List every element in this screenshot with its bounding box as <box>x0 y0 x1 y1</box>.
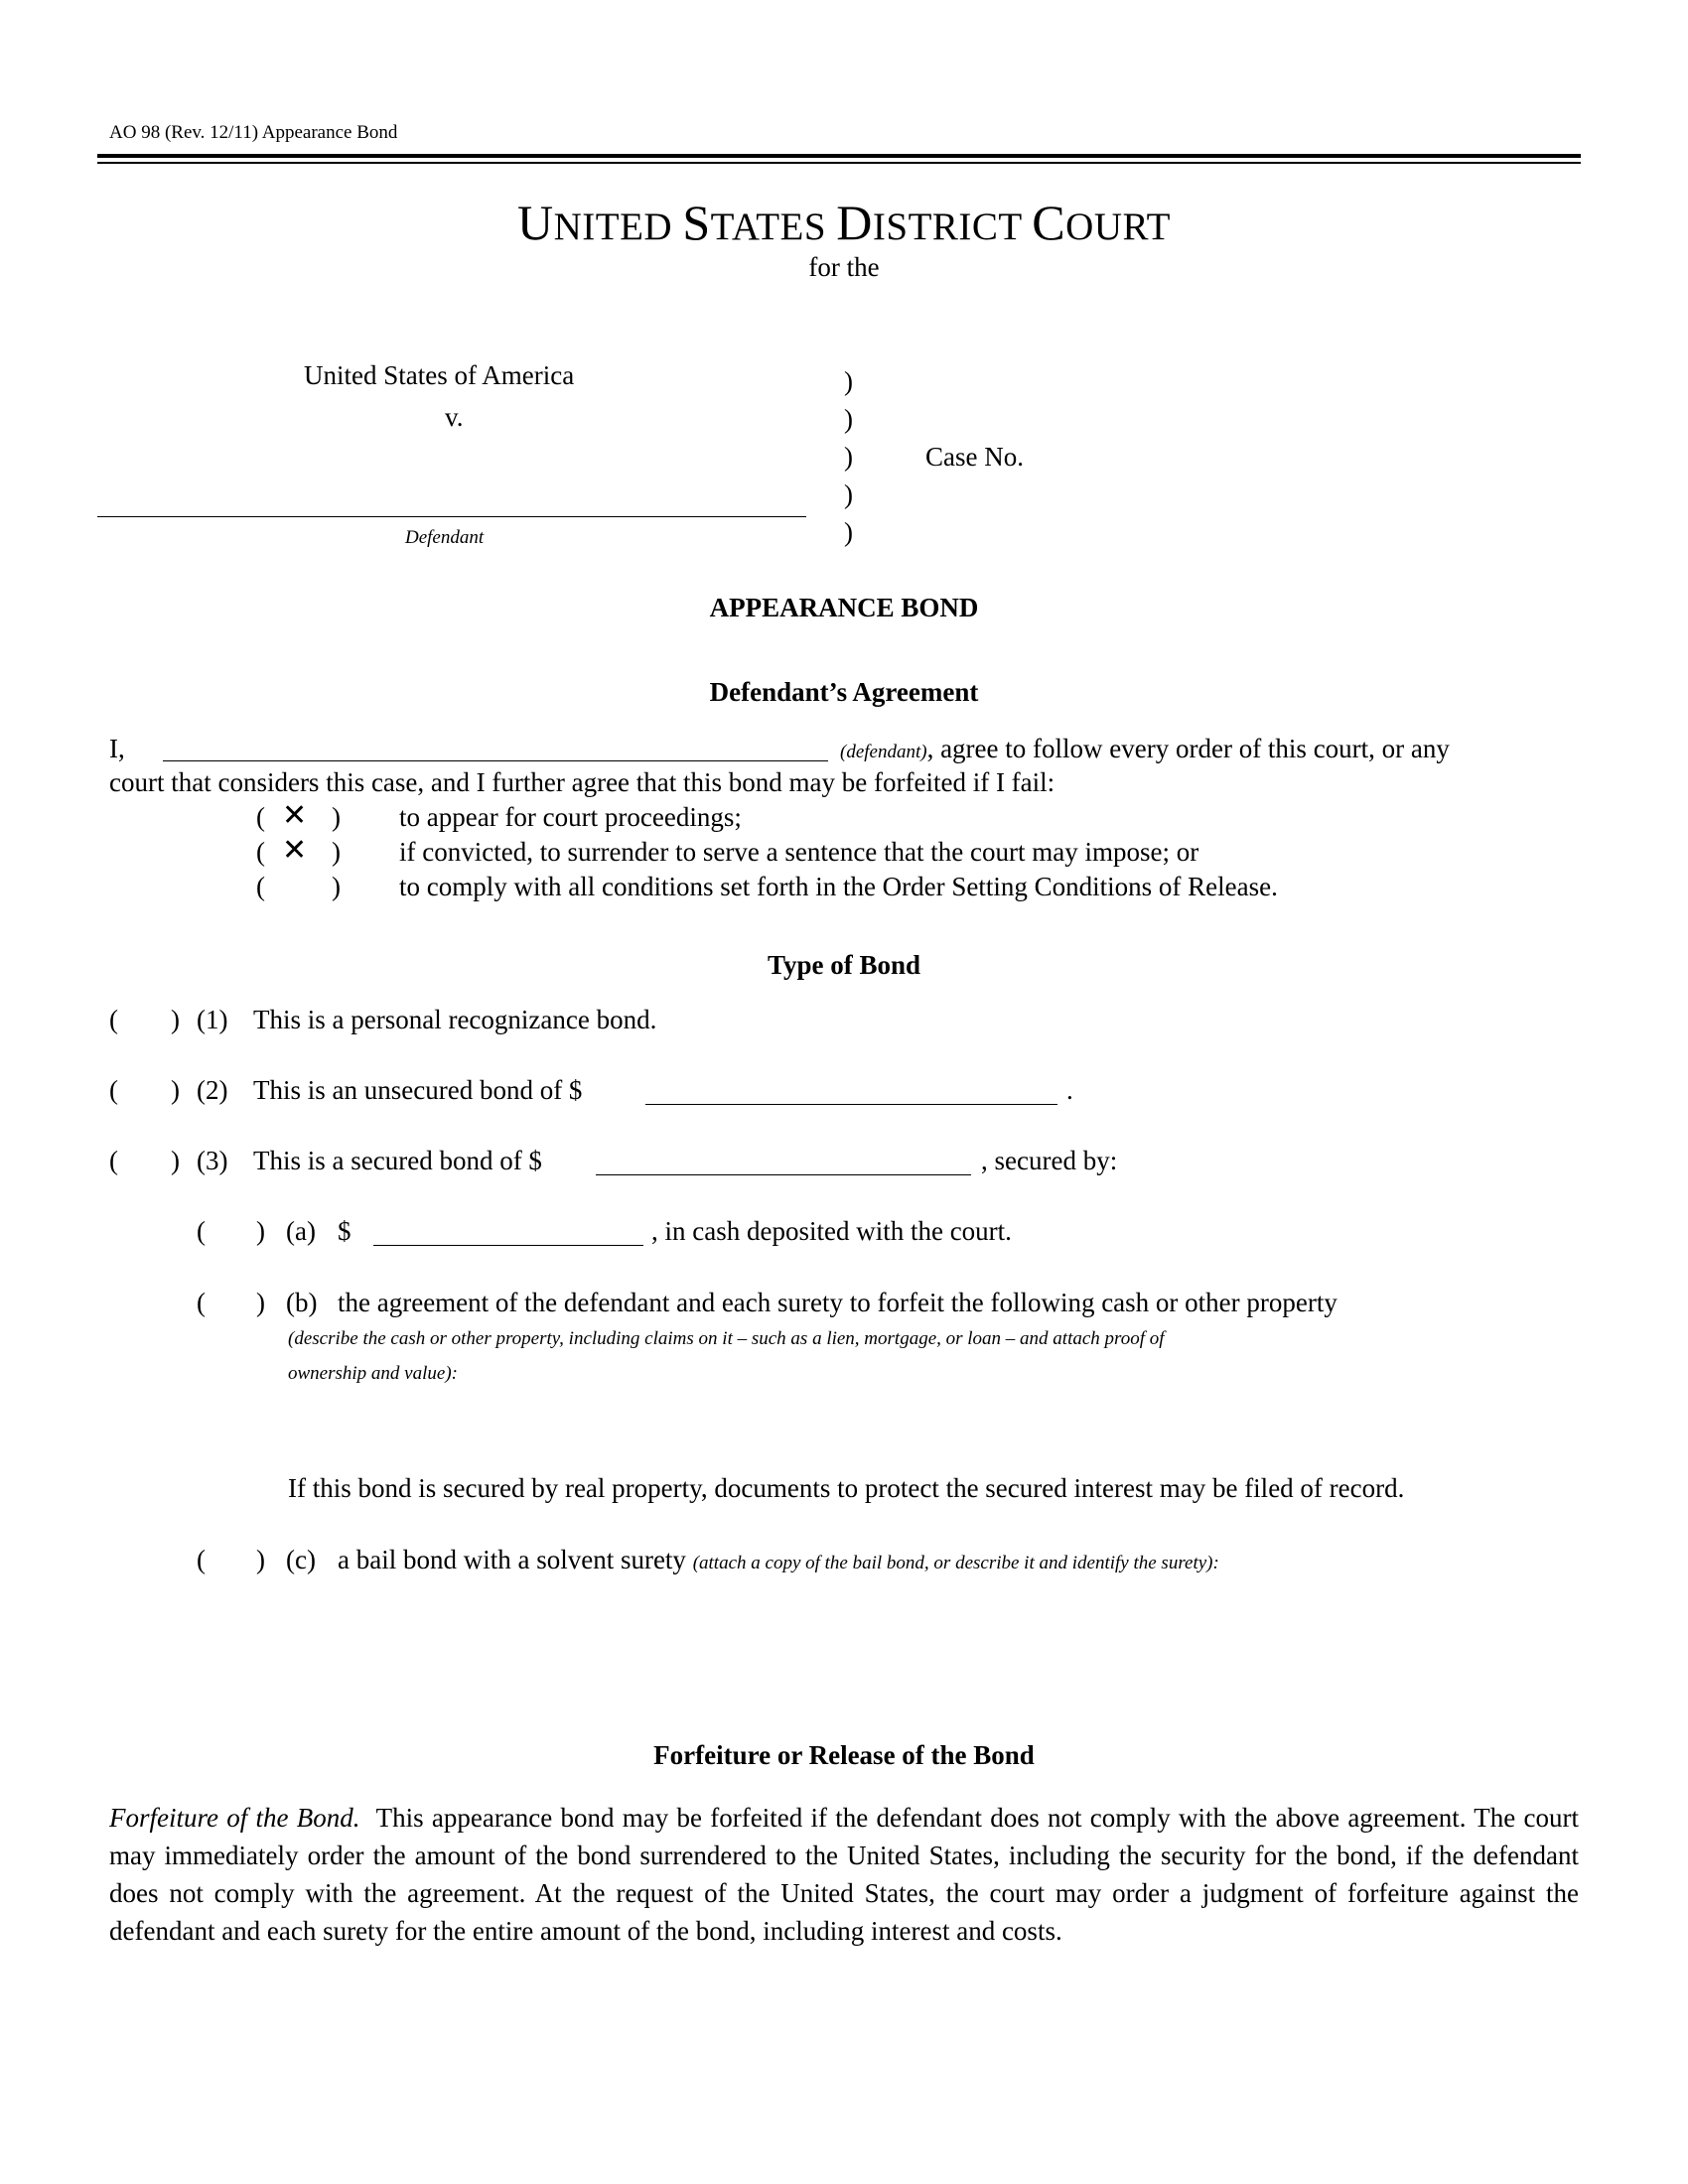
secured-amount-field[interactable] <box>596 1174 971 1175</box>
option-secured-bond: This is a secured bond of $ <box>253 1146 542 1175</box>
defendant-label: Defendant <box>405 527 485 548</box>
checkbox-close: ) <box>256 1288 265 1317</box>
checkbox-close: ) <box>332 802 341 832</box>
case-no-label: Case No. <box>925 442 1024 472</box>
checkbox-close: ) <box>256 1216 265 1246</box>
forfeiture-paragraph <box>109 1799 1579 1950</box>
bail-bond-hint: (attach a copy of the bail bond, or describe it and identify the surety): <box>692 1553 1219 1573</box>
agreement-line2: court that considers this case, and I further agree that this bond may be forfeited if I fail: <box>109 767 1055 797</box>
check-mark-icon[interactable]: ✕ <box>282 833 308 868</box>
real-property-note: If this bond is secured by real property, documents to protect the secured interest may be filed of record. <box>288 1473 1405 1503</box>
checkbox-close: ) <box>171 1075 180 1105</box>
option-unsecured-bond: This is an unsecured bond of $ <box>253 1075 583 1105</box>
forfeiture-heading: Forfeiture or Release of the Bond <box>653 1740 1035 1770</box>
dollar-sign: $ <box>338 1216 352 1246</box>
option-num: (1) <box>197 1005 228 1034</box>
cash-deposited-text: , in cash deposited with the court. <box>651 1216 1012 1246</box>
versus: v. <box>445 402 464 432</box>
agreement-item-surrender: if convicted, to surrender to serve a sentence that the court may impose; or <box>399 837 1199 867</box>
bond-type-heading: Type of Bond <box>767 950 921 980</box>
option-after: . <box>1066 1075 1073 1105</box>
checkbox-close: ) <box>171 1005 180 1034</box>
document-title: APPEARANCE BOND <box>709 593 979 622</box>
checkbox-open[interactable]: ( <box>197 1545 206 1574</box>
checkbox-open[interactable]: ( <box>109 1005 118 1034</box>
checkbox-open: ( <box>256 837 265 867</box>
i-label: I, <box>109 734 125 763</box>
plaintiff-name: United States of America <box>304 360 575 390</box>
check-mark-icon[interactable]: ✕ <box>282 798 308 833</box>
defendant-agreement-name-field[interactable] <box>163 760 828 761</box>
checkbox-close: ) <box>171 1146 180 1175</box>
defendant-hint: (defendant) <box>840 742 927 762</box>
forfeiture-lead: Forfeiture of the Bond. <box>109 1803 360 1833</box>
sub-num: (b) <box>286 1288 318 1317</box>
property-hint-line2: ownership and value): <box>288 1363 458 1384</box>
caption-paren: ) <box>844 442 853 472</box>
unsecured-amount-field[interactable] <box>645 1104 1057 1105</box>
defendant-name-field[interactable] <box>97 516 806 517</box>
caption-paren: ) <box>844 517 853 547</box>
for-the: for the <box>808 252 880 282</box>
checkbox-open[interactable]: ( <box>197 1216 206 1246</box>
sub-num: (a) <box>286 1216 316 1246</box>
header-rule-thin <box>97 162 1581 164</box>
checkbox-close: ) <box>332 872 341 901</box>
agreement-heading: Defendant’s Agreement <box>709 677 979 707</box>
caption-paren: ) <box>844 479 853 509</box>
checkbox-open[interactable]: ( <box>197 1288 206 1317</box>
header-rule-thick <box>97 154 1581 158</box>
checkbox-open[interactable]: ( <box>109 1146 118 1175</box>
agreement-item-comply: to comply with all conditions set forth in the Order Setting Conditions of Release. <box>399 872 1278 901</box>
checkbox-open[interactable]: ( <box>109 1075 118 1105</box>
caption-paren: ) <box>844 404 853 434</box>
checkbox-close: ) <box>256 1545 265 1574</box>
property-agreement-text: the agreement of the defendant and each surety to forfeit the following cash or other property <box>338 1288 1337 1317</box>
checkbox-open: ( <box>256 802 265 832</box>
court-title: UNITED STATES DISTRICT COURT <box>517 195 1171 250</box>
caption-paren: ) <box>844 366 853 396</box>
property-hint-line1: (describe the cash or other property, including claims on it – such as a lien, mortgage, or loan – and attach proof of <box>288 1328 1165 1349</box>
sub-num: (c) <box>286 1545 316 1574</box>
checkbox-open: ( <box>256 872 265 901</box>
option-num: (2) <box>197 1075 228 1105</box>
cash-amount-field[interactable] <box>373 1245 643 1246</box>
forfeiture-body: This appearance bond may be forfeited if the defendant does not comply with the above agreement. The court may immediately order the amount of the bond surrendered to the United States, including the security for the bond, if the defendant does not comply with the agreement. At the request of the United States, the court may order a judgment of forfeiture against the defendant and each surety for the entire amount of the bond, including interest and costs. <box>109 1803 1580 1946</box>
checkbox-close: ) <box>332 837 341 867</box>
form-id: AO 98 (Rev. 12/11) Appearance Bond <box>109 122 398 143</box>
option-after: , secured by: <box>981 1146 1118 1175</box>
agreement-item-appear: to appear for court proceedings; <box>399 802 742 832</box>
agreement-line1: (defendant), agree to follow every order of this court, or any <box>840 734 1450 763</box>
bail-bond-line: a bail bond with a solvent surety (attach a copy of the bail bond, or describe it and identify the surety): <box>338 1545 1219 1574</box>
option-personal-recognizance: This is a personal recognizance bond. <box>253 1005 657 1034</box>
option-num: (3) <box>197 1146 228 1175</box>
